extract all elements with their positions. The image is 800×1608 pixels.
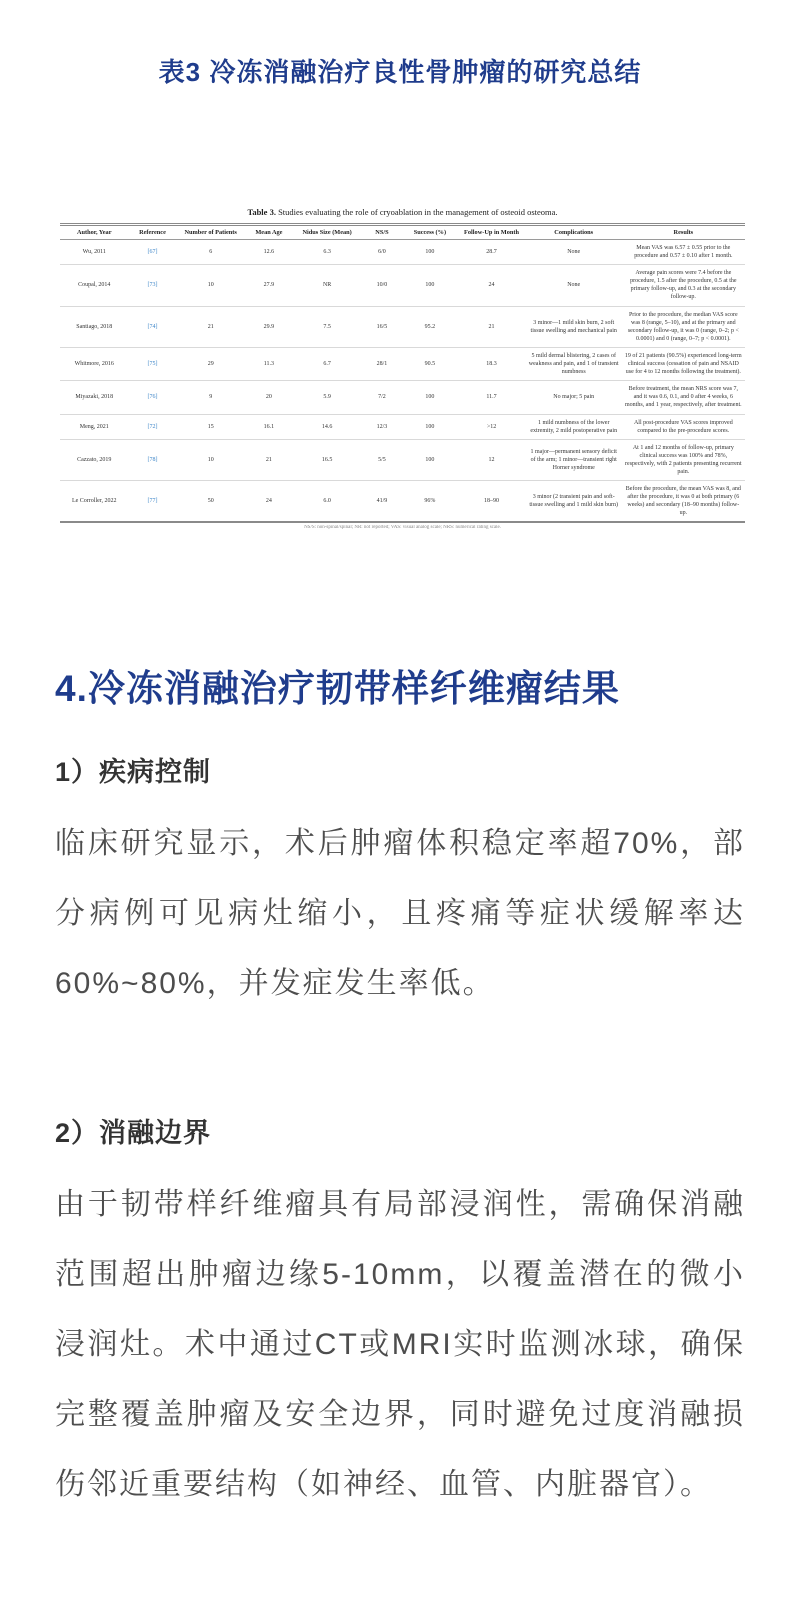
table-cell: Wu, 2011 <box>60 240 129 265</box>
reference-link[interactable]: [78] <box>129 439 177 480</box>
table-row <box>60 381 745 414</box>
table-cell: Before the procedure, the mean VAS was 8, and after the procedure, it was 0 at both primary (6 weeks) and secondary (18–90 months) follow-up. <box>625 486 741 517</box>
studies-table <box>60 223 745 523</box>
table-cell: 10 <box>176 439 245 480</box>
article-page <box>0 52 800 1608</box>
table-cell: 14.6 <box>293 414 362 439</box>
table-cell: 10 <box>176 265 245 306</box>
table-footnote: NS/S: non-spinal/spinal; NR: not reported; VAS: visual analog scale; NRS: numerical rating scale. <box>304 525 501 531</box>
reference-link[interactable]: [76] <box>129 381 177 414</box>
table-cell: Prior to the procedure, the median VAS score was 8 (range, 5–10), and at the primary and secondary follow-up, it was 0 (range, 0–2; p < 0.0001) and 0 (range, 0–7; p < 0.0001). <box>622 306 745 347</box>
table-cell: 100 <box>402 240 457 265</box>
table-cell: 12/3 <box>361 414 402 439</box>
table-cell: None <box>526 240 622 265</box>
table-cell: 16/5 <box>361 306 402 347</box>
reference-link[interactable]: [77] <box>147 498 158 505</box>
table-cell: 20 <box>245 381 293 414</box>
column-header: Success (%) <box>402 225 457 240</box>
table-cell: 50 <box>207 498 214 505</box>
subsection-title-disease-control: 1）疾病控制 <box>55 757 212 788</box>
table-cell: Le Corroller, 2022 <box>71 498 117 505</box>
table-row <box>60 306 745 347</box>
table-cell: Meng, 2021 <box>60 414 129 439</box>
table-cell: 29 <box>176 347 245 380</box>
table-cell: 21 <box>176 306 245 347</box>
table-cell: NR <box>293 265 362 306</box>
reference-link[interactable]: [73] <box>129 265 177 306</box>
table-cell: 18–90 <box>484 498 500 505</box>
reference-link[interactable]: [72] <box>129 414 177 439</box>
table-cell: 100 <box>402 381 457 414</box>
reference-link[interactable]: [74] <box>129 306 177 347</box>
subsection-title-ablation-margin: 2）消融边界 <box>55 1118 212 1149</box>
table-cell: 100 <box>402 265 457 306</box>
table-header-row <box>60 225 745 240</box>
table-cell: No major; 5 pain <box>526 381 622 414</box>
column-header: Follow-Up in Month <box>457 225 526 240</box>
table-cell: 9 <box>176 381 245 414</box>
table-cell: Whitmore, 2016 <box>60 347 129 380</box>
reference-link[interactable]: [75] <box>129 347 177 380</box>
table-cell: >12 <box>457 414 526 439</box>
table-cell: 6.3 <box>293 240 362 265</box>
table-cell: Average pain scores were 7.4 before the procedure, 1.5 after the procedure, 0.5 at the primary follow-up, and 0.3 at the secondary follow-up. <box>622 265 745 306</box>
table-cell: 95.2 <box>402 306 457 347</box>
column-header: Mean Age <box>245 225 293 240</box>
column-header: NS/S <box>361 225 402 240</box>
table-cell: 5.9 <box>293 381 362 414</box>
table-cell: 29.9 <box>245 306 293 347</box>
table-cell: 11.3 <box>245 347 293 380</box>
table-cell: 21 <box>457 306 526 347</box>
table-cell: 21 <box>245 439 293 480</box>
paragraph-disease-control: 临床研究显示，术后肿瘤体积稳定率超70%，部分病例可见病灶缩小，且疼痛等症状缓解率达60%~80%，并发症发生率低。 <box>55 827 745 1001</box>
table-cell: 19 of 21 patients (90.5%) experienced long-term clinical success (cessation of pain and NSAID use for 4 to 12 months following the treatment). <box>622 347 745 380</box>
column-header: Nidus Size (Mean) <box>293 225 362 240</box>
paragraph-ablation-margin: 由于韧带样纤维瘤具有局部浸润性，需确保消融范围超出肿瘤边缘5-10mm，以覆盖潜在的微小浸润灶。术中通过CT或MRI实时监测冰球，确保完整覆盖肿瘤及安全边界，同时避免过度消融损伤邻近重要结构（如神经、血管、内脏器官）。 <box>55 1188 745 1502</box>
table-cell: 6 <box>176 240 245 265</box>
table-cell: 16.5 <box>293 439 362 480</box>
table-cell: 6.7 <box>293 347 362 380</box>
table-cell: 24 <box>457 265 526 306</box>
table-cell: 6/0 <box>361 240 402 265</box>
table-row <box>60 265 745 306</box>
table-cell: 12 <box>457 439 526 480</box>
table-row <box>60 481 745 523</box>
table-cell: 15 <box>176 414 245 439</box>
table-cell: 12.6 <box>245 240 293 265</box>
table-row <box>60 414 745 439</box>
table-cell: 18.3 <box>457 347 526 380</box>
study-table-figure <box>60 207 745 530</box>
table-cell: 1 mild numbness of the lower extremity, 2 mild postoperative pain <box>526 414 622 439</box>
table-cell: Mean VAS was 6.57 ± 0.55 prior to the procedure and 0.57 ± 0.10 after 1 month. <box>622 240 745 265</box>
table-cell: 28/1 <box>361 347 402 380</box>
table-cell: 1 major—permanent sensory deficit of the arm; 1 minor—transient right Horner syndrome <box>526 439 622 480</box>
table-cell: 5 mild dermal blistering, 2 cases of weakness and pain, and 1 of transient numbness <box>526 347 622 380</box>
table-cell: 7.5 <box>293 306 362 347</box>
table-cell: 3 minor (2 transient pain and soft-tissue swelling and 1 mild skin burn) <box>529 494 619 509</box>
table-row <box>60 439 745 480</box>
table-cell: 7/2 <box>361 381 402 414</box>
table-row <box>60 347 745 380</box>
table-cell: Miyazaki, 2018 <box>60 381 129 414</box>
column-header: Complications <box>526 225 622 240</box>
reference-link[interactable]: [67] <box>129 240 177 265</box>
table-cell: Coupal, 2014 <box>60 265 129 306</box>
table-cell: All post-procedure VAS scores improved compared to the pre-procedure scores. <box>622 414 745 439</box>
table-cell: 27.9 <box>245 265 293 306</box>
table-cell: 16.1 <box>245 414 293 439</box>
table-row <box>60 240 745 265</box>
section-title: 4.冷冻消融治疗韧带样纤维瘤结果 <box>55 668 620 710</box>
table-cell: 3 minor—1 mild skin burn, 2 soft tissue swelling and mechanical pain <box>526 306 622 347</box>
table-caption-label: Table 3. <box>247 207 276 217</box>
table-caption <box>60 207 745 217</box>
table-cell: 5/5 <box>361 439 402 480</box>
column-header: Results <box>622 225 745 240</box>
column-header: Number of Patients <box>176 225 245 240</box>
table-cell: 11.7 <box>457 381 526 414</box>
table-cell: Cazzato, 2019 <box>60 439 129 480</box>
table-cell: 90.5 <box>402 347 457 380</box>
table-cell: 100 <box>402 439 457 480</box>
table-cell: Santiago, 2018 <box>60 306 129 347</box>
column-header: Author, Year <box>60 225 129 240</box>
table-cell: 41/9 <box>376 498 388 505</box>
table-cell: 96% <box>424 498 436 505</box>
page-title: 表3 冷冻消融治疗良性骨肿瘤的研究总结 <box>158 57 642 87</box>
table-cell: At 1 and 12 months of follow-up, primary clinical success was 100% and 78%, respectively, with 2 patients presenting recurrent pain. <box>622 439 745 480</box>
table-cell: Before treatment, the mean NRS score was 7, and it was 0.6, 0.1, and 0 after 4 weeks, 6 months, and 1 year, respectively, after treatment. <box>622 381 745 414</box>
table-cell: None <box>526 265 622 306</box>
table-cell: 10/0 <box>361 265 402 306</box>
column-header: Reference <box>129 225 177 240</box>
table-cell: 28.7 <box>457 240 526 265</box>
table-cell: 24 <box>265 498 272 505</box>
table-caption-text: Studies evaluating the role of cryoablation in the management of osteoid osteoma. <box>275 207 558 217</box>
table-cell: 100 <box>402 414 457 439</box>
table-cell: 6.0 <box>323 498 331 505</box>
table-body <box>60 240 745 523</box>
